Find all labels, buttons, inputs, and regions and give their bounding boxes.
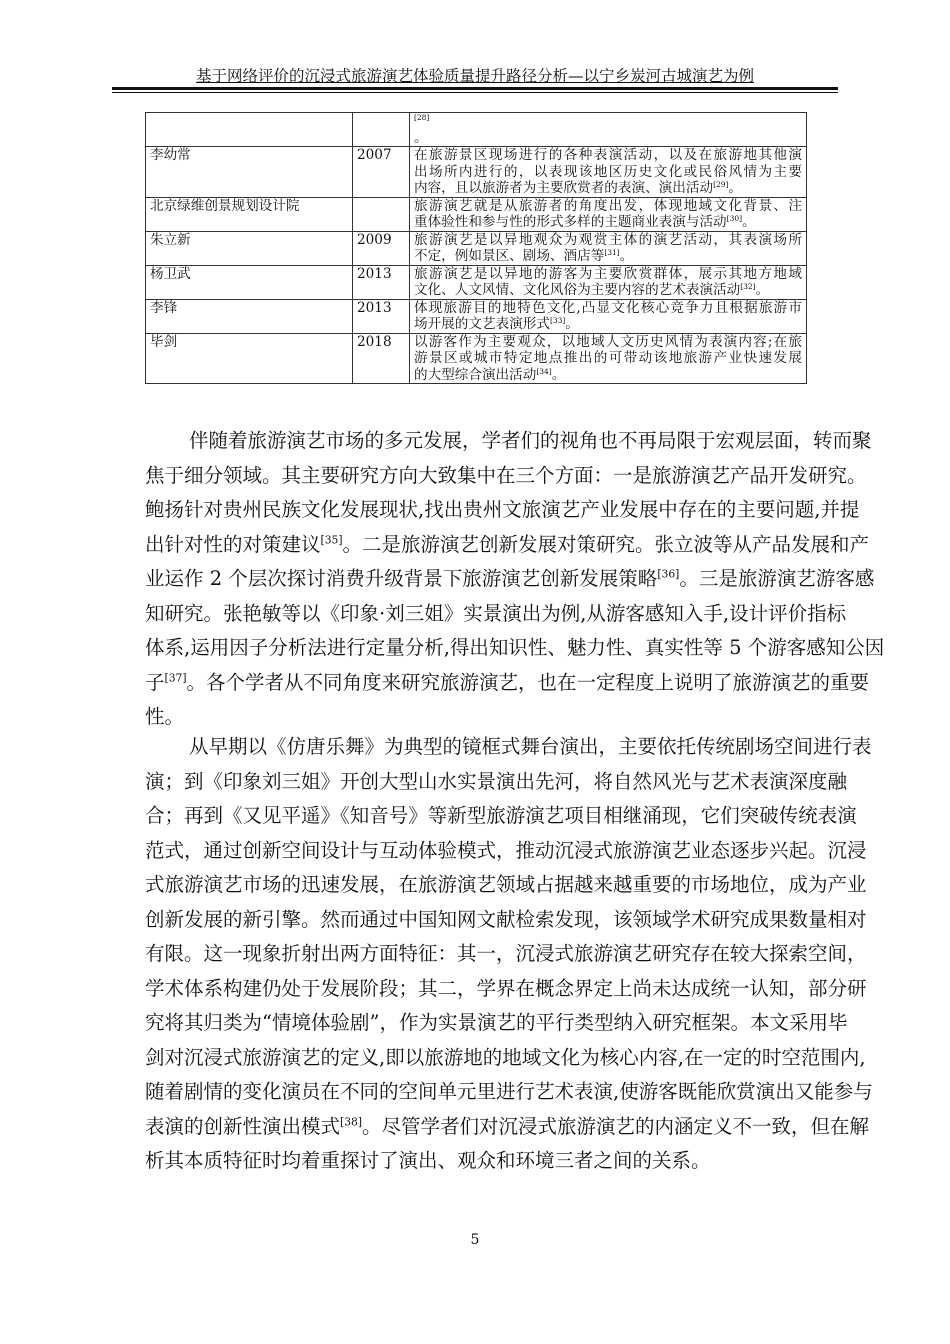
text-run: 体现旅游目的地特色文化,凸显文化核心竞争力且根据旅游市	[414, 299, 802, 316]
definition-cell	[410, 265, 807, 299]
author-cell: 李锋	[146, 299, 353, 333]
text-run: 焦于细分领域。其主要研究方向大致集中在三个方面：一是旅游演艺产品开发研究。	[145, 463, 867, 487]
text-run: 内容，且以旅游者为主要欣赏者的表演、演出活动	[414, 180, 714, 196]
table-row	[146, 231, 807, 265]
text-run: 子	[145, 670, 165, 694]
header-rule-thick	[112, 87, 838, 90]
text-run: 范式，通过创新空间设计与互动体验模式，推动沉浸式旅游演艺业态逐步兴起。沉浸	[145, 838, 867, 862]
definition-line	[414, 300, 802, 317]
year-cell: 2013	[353, 265, 410, 299]
citation-superscript: [37]	[164, 671, 187, 684]
definition-line	[414, 350, 802, 367]
text-run: 演；到《印象刘三姐》开创大型山水实景演出先河，将自然风光与艺术表演深度融	[145, 769, 848, 793]
citation-superscript: [29]	[713, 179, 729, 189]
text-line	[145, 631, 885, 666]
definition-line	[414, 198, 802, 215]
text-run: 重体验性和参与性的形式多样的主题商业表演与活动	[414, 214, 727, 230]
citation-superscript: [32]	[740, 281, 756, 291]
text-line	[145, 562, 875, 597]
text-run: 从早期以《仿唐乐舞》为典型的镜框式舞台演出，主要依托传统剧场空间进行表	[189, 735, 872, 758]
definition-line	[414, 282, 802, 299]
citation-superscript: [31]	[604, 247, 620, 257]
text-line	[145, 1110, 870, 1145]
text-line	[145, 1041, 866, 1076]
text-run: 场开展的文艺表演形式	[414, 316, 550, 332]
text-run: 剑对沉浸式旅游演艺的定义,即以旅游地的地域文化为核心内容,在一定的时空范围内,	[145, 1045, 866, 1069]
text-run: 。尽管学者们对沉浸式旅游演艺的内涵定义不一致，但在解	[362, 1114, 870, 1138]
definition-line	[414, 113, 802, 130]
text-run: 。	[619, 248, 634, 264]
definition-line	[414, 164, 802, 181]
text-line	[145, 903, 867, 938]
text-run: 不定，例如景区、剧场、酒店等	[414, 248, 605, 264]
definition-cell	[410, 299, 807, 333]
text-run: 鲍扬针对贵州民族文化发展现状,找出贵州文旅演艺产业发展中存在的主要问题,并提	[145, 498, 860, 521]
table-row	[146, 197, 807, 231]
definition-cell	[410, 147, 807, 198]
definition-cell	[410, 113, 807, 147]
author-cell: 毕剑	[146, 333, 353, 384]
text-run: 旅游演艺是以异地观众为观赏主体的演艺活动，其表演场所	[414, 231, 802, 248]
author-cell: 朱立新	[146, 231, 353, 265]
text-line	[145, 493, 860, 528]
text-run: 文化、人文风情、文化风俗为主要内容的艺术表演活动	[414, 282, 741, 298]
text-run: 。	[565, 316, 579, 332]
definition-line	[414, 266, 802, 283]
text-line	[145, 597, 847, 632]
table-row	[146, 299, 807, 333]
citation-superscript: [30]	[726, 213, 742, 223]
text-line	[145, 1075, 873, 1110]
text-run: 创新发展的新引擎。然而通过中国知网文献检索发现，该领域学术研究成果数量相对	[145, 907, 867, 931]
text-run: 。三是旅游演艺游客感	[679, 567, 875, 590]
text-run: 伴随着旅游演艺市场的多元发展，学者们的视角也不再局限于宏观层面，转而聚	[189, 429, 872, 452]
text-run: 。	[414, 129, 428, 146]
text-run: 体系,运用因子分析法进行定量分析,得出知识性、魅力性、真实性等 5 个游客感知公因	[145, 636, 885, 659]
text-run: 出场所内进行的，以表现该地区历史文化或民俗风情为主要	[414, 163, 802, 180]
text-line	[145, 424, 872, 459]
text-line	[145, 765, 848, 800]
definition-line	[414, 180, 802, 197]
table-row	[146, 147, 807, 198]
paragraph-immersive-definition	[145, 730, 873, 1179]
text-run: 析其本质特征时均着重探讨了演出、观众和环境三者之间的关系。	[145, 1149, 711, 1172]
text-run: 在旅游景区现场进行的各种表演活动，以及在旅游地其他演	[414, 147, 802, 163]
year-cell: 2013	[353, 299, 410, 333]
text-run: 。各个学者从不同角度来研究旅游演艺，也在一定程度上说明了旅游演艺的重要	[186, 670, 870, 694]
text-run: 以游客作为主要观众，以地域人文历史风情为表演内容;在旅	[414, 333, 802, 350]
paragraph-research-directions	[145, 424, 885, 735]
text-line	[145, 1006, 848, 1041]
definition-line	[414, 334, 802, 351]
definition-cell	[410, 231, 807, 265]
text-run: 随着剧情的变化演员在不同的空间单元里进行艺术表演,使游客既能欣赏演出又能参与	[145, 1080, 873, 1103]
year-cell	[353, 113, 410, 147]
citation-superscript: [35]	[320, 533, 343, 546]
citation-superscript: [28]	[414, 112, 430, 122]
text-run: 。	[742, 214, 756, 230]
text-run: 有限。这一现象折射出两方面特征：其一，沉浸式旅游演艺研究存在较大探索空间，	[145, 942, 867, 965]
page-number: 5	[470, 1232, 480, 1248]
definition-cell	[410, 333, 807, 384]
author-cell: 李幼常	[146, 147, 353, 198]
text-run: 。	[728, 180, 742, 196]
text-line	[145, 972, 867, 1007]
text-run: 性。	[145, 705, 185, 728]
text-run: 业运作 2 个层次探讨消费升级背景下旅游演艺创新发展策略	[145, 567, 658, 590]
text-line	[145, 666, 870, 701]
text-run: 究将其归类为“情境体验剧”，作为实景演艺的平行类型纳入研究框架。本文采用毕	[145, 1011, 848, 1034]
citation-superscript: [36]	[657, 567, 680, 581]
year-cell	[353, 197, 410, 231]
text-line	[145, 1144, 810, 1179]
text-line	[145, 937, 867, 972]
definition-line	[414, 232, 802, 249]
text-run: 学术体系构建仍处于发展阶段；其二，学界在概念界定上尚未达成统一认知，部分研	[145, 976, 867, 1000]
text-run: 合；再到《又见平遥》《知音号》等新型旅游演艺项目相继涌现，它们突破传统表演	[145, 804, 857, 827]
text-run: 。二是旅游演艺创新发展对策研究。张立波等从产品发展和产	[342, 532, 870, 556]
definitions-table	[145, 112, 807, 384]
text-line	[145, 730, 872, 765]
citation-superscript: [34]	[536, 366, 552, 376]
text-run: 表演的创新性演出模式	[145, 1114, 341, 1138]
definition-cell	[410, 197, 807, 231]
text-line	[145, 459, 867, 494]
definition-line	[414, 130, 802, 147]
author-cell: 杨卫武	[146, 265, 353, 299]
text-run: 旅游演艺就是从旅游者的角度出发，体现地域文化背景、注	[414, 197, 802, 214]
year-cell: 2007	[353, 147, 410, 198]
running-header: 基于网络评价的沉浸式旅游演艺体验质量提升路径分析—以宁乡炭河古城演艺为例	[195, 67, 754, 85]
definition-line	[414, 147, 802, 164]
citation-superscript: [38]	[340, 1115, 363, 1128]
year-cell: 2018	[353, 333, 410, 384]
table-row	[146, 265, 807, 299]
text-run: 出针对性的对策建议	[145, 532, 321, 556]
author-cell: 北京绿维创景规划设计院	[146, 197, 353, 231]
text-line	[145, 834, 867, 869]
text-run: 知研究。张艳敏等以《印象·刘三姐》实景演出为例,从游客感知入手,设计评价指标	[145, 601, 847, 625]
definition-line	[414, 214, 802, 231]
text-run: 。	[755, 282, 770, 298]
text-run: 旅游演艺是以异地的游客为主要欣赏群体，展示其地方地域	[414, 265, 802, 282]
header-rule-thin	[112, 92, 838, 93]
text-line	[145, 528, 870, 563]
definition-line	[414, 248, 802, 265]
text-run: 式旅游演艺市场的迅速发展，在旅游演艺领域占据越来越重要的市场地位，成为产业	[145, 873, 867, 896]
year-cell: 2009	[353, 231, 410, 265]
table-row	[146, 333, 807, 384]
text-line	[145, 868, 867, 903]
author-cell	[146, 113, 353, 147]
table-row	[146, 113, 807, 147]
text-run: 游景区或城市特定地点推出的可带动该地旅游产业快速发展	[414, 350, 802, 366]
definition-line	[414, 316, 802, 333]
text-run: 的大型综合演出活动	[414, 366, 537, 383]
citation-superscript: [33]	[549, 315, 566, 325]
definition-line	[414, 367, 802, 384]
text-line	[145, 799, 857, 834]
text-run: 。	[551, 366, 566, 383]
